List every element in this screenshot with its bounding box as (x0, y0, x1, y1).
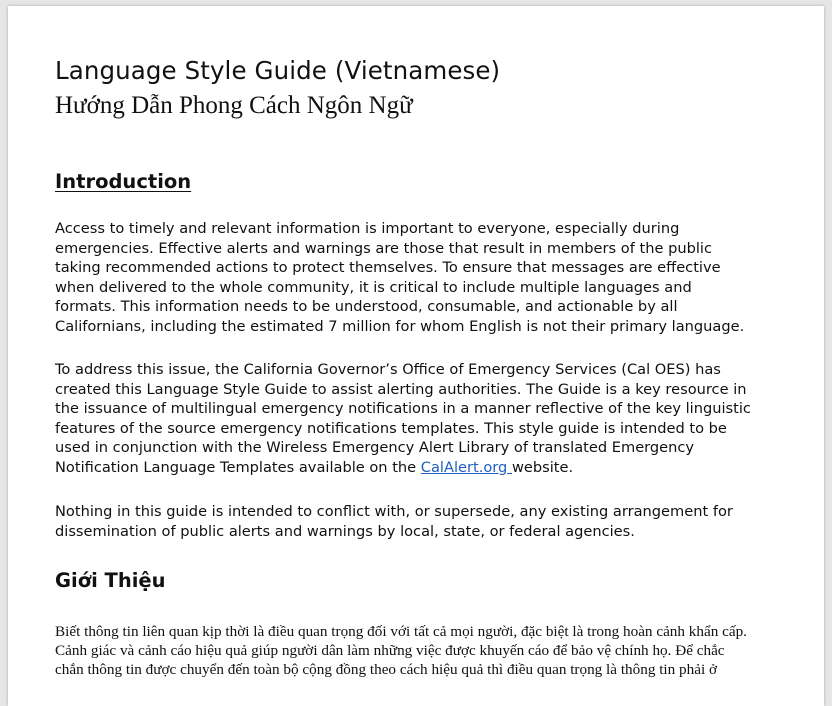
intro-paragraph-2 (55, 360, 795, 478)
paragraph-line: Biết thông tin liên quan kịp thời là điều quan trọng đối với tất cả mọi người, đặc biệt là trong hoàn cảnh khẩn cấp. (55, 623, 747, 640)
paragraph-line: Cảnh giác và cảnh cáo hiệu quả giúp người dân làm những việc được khuyến cáo để bảo vệ chính họ. Để chắc (55, 642, 725, 660)
paragraph-line: used in conjunction with the Wireless Emergency Alert Library of translated Emergency (55, 439, 695, 457)
introduction-heading: Introduction (55, 170, 192, 193)
document-title-english: Language Style Guide (Vietnamese) (55, 56, 501, 85)
document-page (8, 6, 824, 706)
intro-paragraph-3 (55, 502, 795, 541)
paragraph-line: the issuance of multilingual emergency notifications in a manner reflective of the key linguistic (55, 400, 751, 418)
calalert-link[interactable]: CalAlert.org (420, 458, 512, 476)
paragraph-line: taking recommended actions to protect themselves. To ensure that messages are effective (55, 259, 721, 277)
vietnamese-paragraph-1 (55, 622, 795, 680)
vietnamese-introduction-heading: Giới Thiệu (55, 569, 166, 592)
paragraph-line: formats. This information needs to be understood, consumable, and actionable by all (55, 298, 678, 316)
paragraph-line: Californians, including the estimated 7 million for whom English is not their primary language. (55, 317, 745, 335)
paragraph-line: dissemination of public alerts and warnings by local, state, or federal agencies. (55, 522, 635, 540)
paragraph-line: chắn thông tin được chuyển đến toàn bộ cộng đồng theo cách hiệu quả thì điều quan trọng là thông tin phải ở (55, 661, 718, 679)
document-title-vietnamese: Hướng Dẫn Phong Cách Ngôn Ngữ (55, 92, 413, 119)
paragraph-line: Nothing in this guide is intended to conflict with, or supersede, any existing arrangement for (55, 503, 733, 520)
intro-paragraph-1 (55, 219, 795, 337)
paragraph-line: when delivered to the whole community, it is critical to include multiple languages and (55, 278, 692, 296)
paragraph-line-with-link (55, 458, 795, 478)
paragraph-line: To address this issue, the California Governor’s Office of Emergency Services (Cal OES) has (55, 361, 721, 378)
paragraph-line: created this Language Style Guide to assist alerting authorities. The Guide is a key resource in (55, 380, 747, 398)
link-prefix-text: Notification Language Templates available on the (55, 458, 421, 476)
link-suffix-text: website. (511, 458, 574, 476)
paragraph-line: features of the source emergency notifications templates. This style guide is intended to be (55, 419, 727, 437)
paragraph-line: Access to timely and relevant information is important to everyone, especially during (55, 220, 680, 237)
paragraph-line: emergencies. Effective alerts and warnings are those that result in members of the public (55, 239, 712, 257)
